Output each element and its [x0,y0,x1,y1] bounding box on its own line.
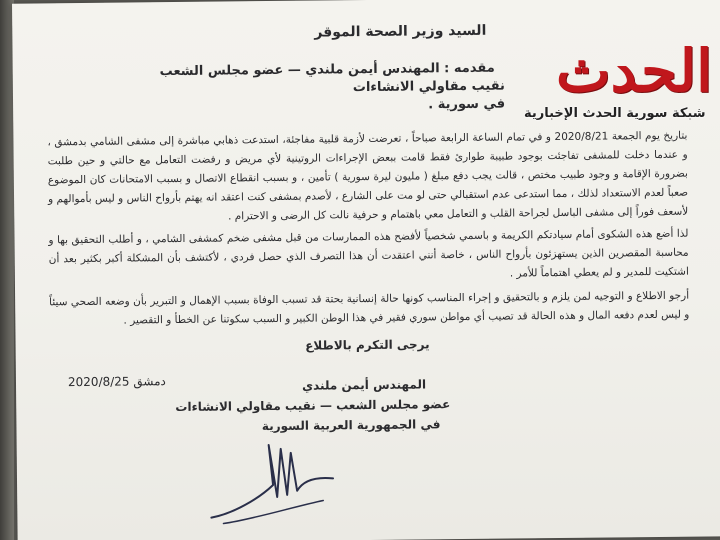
recipient-line-1: مقدمه : المهندس أيمن ملندي — عضو مجلس الشعب [159,60,495,80]
handwritten-signature [203,436,344,533]
paragraph-request: أرجو الاطلاع و التوجيه لمن يلزم و بالتحقيق و إجراء المناسب كونها حالة إنسانية بحتة قد تسبب الوفاة بسبب الإهمال و التبرير بأن وضعه الصحي سيئاً و ليس لعدم دفعه المال و هذه الحالة قد تصيب أي مواطن سوري فقير في هذا الوطن الكبير و السبب سكوتنا عن الخطأ و التقصير . [49,289,690,327]
watermark-logo: الحدث [556,37,713,105]
recipient-line-2: نقيب مقاولي الانشاءات [352,78,505,96]
recipient-line-3: في سورية . [428,96,506,113]
letter-date: دمشق 2020/8/25 [67,374,166,390]
news-watermark [520,36,720,144]
signatory-country: في الجمهورية العربية السورية [261,417,441,434]
paragraph-complaint: لذا أضع هذه الشكوى أمام سيادتكم الكريمة و باسمي شخصياً لأفضح هذه الممارسات من قبل مشفى ضخم كمشفى الشامي ، و أطلب التحقيق بها و محاسبة المقصرين الذين يستهزئون بأرواح الناس ، خاصة أنني اعتقدت أن هذا التصرف الذي حصل فردي ، لأكتشف بأن المشكلة أكبر بكثير بعد أن اشتكيت للمدير و لم يعطي اهتماماً للأمر . [48,227,689,280]
watermark-caption: شبكة سورية الحدث الإخبارية [524,106,706,121]
closing-request: يرجى التكرم بالاطلاع [305,337,430,353]
signatory-name: المهندس أيمن ملندي [302,377,427,393]
paragraph-incident: بتاريخ يوم الجمعة 2020/8/21 و في تمام الساعة الرابعة صباحاً ، تعرضت لأزمة قلبية مفاجئة، استدعت ذهابي مباشرة إلى مشفى الشامي بدمشق ، و عندما دخلت للمشفى تفاجئت بوجود طبيبة طوارئ فقط قامت ببعض الإجراءات الروتينية لأي مريض و رفضت التعامل مع حالتي و حين طلبت بضرورة الإقامة و وجود طبيب مختص ، قالت يجب دفع مبلغ ( مليون ليرة سورية ) تأمين ، و بسبب انقطاع الاتصال و بسبب الامتحانات كان الموضوع صعباً لعدم الاستعداد لذلك ، مما استدعى عدم استقبالي حتى لو مت على الشارع ، لأصدم بمشفى كنت اعتقد انه يهتم بأرواح الناس و ليس بأموالهم و لأسعف فوراً إلى مشفى الباسل لجراحة القلب و التعامل معي باهتمام و حرفية نالت كل الرضى و الاحترام . [47,129,689,223]
addressee-heading: السيد وزير الصحة الموقر [314,22,487,41]
signatory-title: عضو مجلس الشعب — نقيب مقاولي الانشاءات [175,397,451,415]
